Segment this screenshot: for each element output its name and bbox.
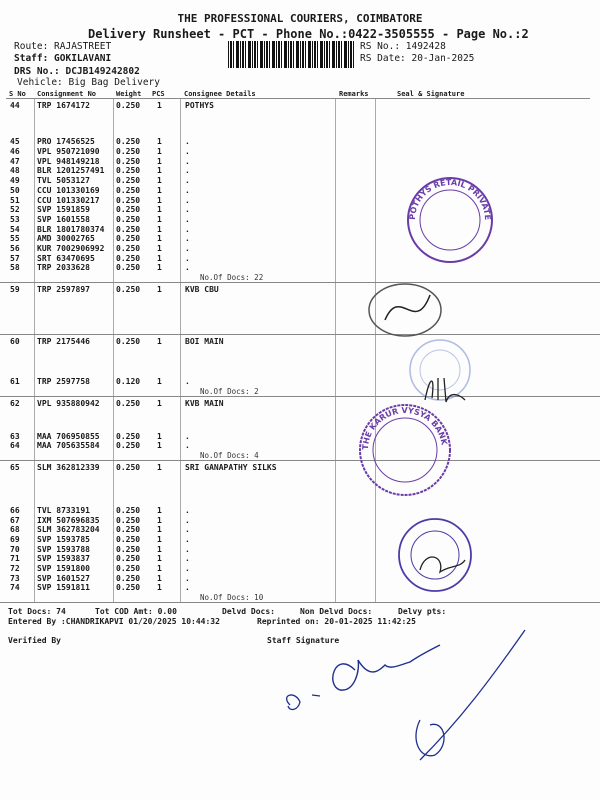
docs-count-row — [0, 387, 600, 396]
docs-count: No.Of Docs: 10 — [200, 593, 264, 602]
tot-cod: Tot COD Amt: 0.00 — [95, 607, 177, 616]
consignment-number: VPL 935880942 — [37, 399, 100, 408]
col-consignee: Consignee Details — [184, 90, 256, 98]
consignment-number: SRT 63470695 — [37, 253, 95, 263]
verified-by: Verified By — [8, 636, 61, 645]
pieces: 1 — [157, 224, 162, 234]
consignment-number: SVP 1593837 — [37, 554, 90, 564]
consignment-number: TRP 1674172 — [37, 101, 90, 110]
weight: 0.250 — [116, 166, 141, 176]
consignment-number: SVP 1591811 — [37, 583, 90, 593]
serial-number: 44 — [10, 101, 20, 110]
col-consignment: Consignment No — [37, 90, 97, 98]
table-row — [0, 377, 600, 387]
weight: 0.250 — [116, 185, 141, 195]
docs-count-row — [0, 593, 600, 602]
pieces: 1 — [157, 156, 162, 166]
table-row — [0, 554, 600, 564]
consignment-number: IXM 507696835 — [37, 515, 100, 525]
pothys-stamp — [395, 165, 505, 275]
pieces: 1 — [157, 505, 162, 515]
consignment-number: TRP 2597897 — [37, 285, 90, 294]
weight: 0.250 — [116, 156, 141, 166]
table-row — [0, 166, 600, 176]
table-row — [0, 583, 600, 593]
weight: 0.250 — [116, 463, 141, 472]
consignee-placeholder: . — [185, 441, 190, 451]
pieces: 1 — [157, 243, 162, 253]
serial-number: 73 — [10, 573, 20, 583]
staff-signature-label: Staff Signature — [267, 636, 340, 645]
weight: 0.250 — [116, 176, 141, 186]
consignee-group — [0, 283, 600, 335]
consignee-placeholder: . — [185, 176, 190, 186]
table-row — [0, 186, 600, 196]
consignee-placeholder: . — [185, 263, 190, 273]
col-remarks: Remarks — [339, 90, 369, 98]
weight: 0.250 — [116, 399, 141, 408]
weight: 0.250 — [116, 224, 141, 234]
table-row — [0, 441, 600, 451]
weight: 0.120 — [116, 377, 141, 387]
rs-date: RS Date: 20-Jan-2025 — [360, 53, 475, 64]
consignee-group — [0, 99, 600, 283]
docs-count: No.Of Docs: 2 — [200, 387, 259, 396]
consignee-placeholder: . — [185, 234, 190, 244]
delvd-docs: Delvd Docs: — [222, 607, 275, 616]
consignee-name: SRI GANAPATHY SILKS — [185, 463, 277, 472]
delvy-pts: Delvy pts: — [398, 607, 447, 616]
pieces: 1 — [157, 263, 162, 273]
group-sub-rows — [0, 506, 600, 602]
non-delvd-docs: Non Delvd Docs: — [300, 607, 373, 616]
serial-number: 62 — [10, 399, 20, 408]
weight: 0.250 — [116, 195, 141, 205]
consignee-placeholder: . — [185, 505, 190, 515]
consignee-placeholder: . — [185, 243, 190, 253]
docs-count-row — [0, 451, 600, 460]
pieces: 1 — [157, 176, 162, 186]
pieces: 1 — [157, 166, 162, 176]
consignment-number: SVP 1591859 — [37, 205, 90, 215]
consignment-number: SVP 1591800 — [37, 563, 90, 573]
serial-number: 58 — [10, 263, 20, 273]
pieces: 1 — [157, 563, 162, 573]
group-sub-rows — [0, 432, 600, 460]
consignment-number: CCU 101330169 — [37, 185, 100, 195]
consignee-placeholder: . — [185, 147, 190, 157]
consignment-number: KUR 7002906992 — [37, 243, 105, 253]
serial-number: 46 — [10, 147, 20, 157]
table-row — [0, 225, 600, 235]
col-pcs: PCS — [152, 90, 165, 98]
consignee-placeholder: . — [185, 554, 190, 564]
serial-number: 74 — [10, 583, 20, 593]
consignee-placeholder: . — [185, 253, 190, 263]
consignee-placeholder: . — [185, 137, 190, 147]
pieces: 1 — [157, 195, 162, 205]
pieces: 1 — [157, 441, 162, 451]
serial-number: 48 — [10, 166, 20, 176]
kvb-stamp-text: THE KARUR VYSYA BANK — [360, 405, 449, 451]
consignment-number: VPL 950721090 — [37, 147, 100, 157]
consignment-number: TRP 2033628 — [37, 263, 90, 273]
consignment-number: TVL 5053127 — [37, 176, 90, 186]
pieces: 1 — [157, 583, 162, 593]
table-row — [0, 147, 600, 157]
consignee-name: KVB CBU — [185, 285, 219, 294]
pieces: 1 — [157, 399, 162, 408]
consignment-number: PRO 17456525 — [37, 137, 95, 147]
serial-number: 51 — [10, 195, 20, 205]
serial-number: 57 — [10, 253, 20, 263]
consignee-placeholder: . — [185, 185, 190, 195]
consignee-placeholder: . — [185, 573, 190, 583]
consignment-number: SVP 1601558 — [37, 214, 90, 224]
group-sub-rows — [0, 377, 600, 396]
pieces: 1 — [157, 544, 162, 554]
serial-number: 60 — [10, 337, 20, 346]
consignee-placeholder: . — [185, 563, 190, 573]
table-row — [0, 337, 600, 347]
consignment-number: CCU 101330217 — [37, 195, 100, 205]
serial-number: 54 — [10, 224, 20, 234]
consignee-name: POTHYS — [185, 101, 214, 110]
table-row — [0, 244, 600, 254]
pieces: 1 — [157, 205, 162, 215]
consignee-placeholder: . — [185, 195, 190, 205]
consignment-number: MAA 706950855 — [37, 431, 100, 441]
pieces: 1 — [157, 137, 162, 147]
table-row — [0, 196, 600, 206]
consignee-placeholder: . — [185, 205, 190, 215]
serial-number: 55 — [10, 234, 20, 244]
pieces: 1 — [157, 463, 162, 472]
table-row — [0, 432, 600, 442]
table-row — [0, 157, 600, 167]
pieces: 1 — [157, 431, 162, 441]
table-row — [0, 137, 600, 147]
consignee-placeholder: . — [185, 534, 190, 544]
pieces: 1 — [157, 253, 162, 263]
serial-number: 49 — [10, 176, 20, 186]
serial-number: 53 — [10, 214, 20, 224]
consignment-number: TVL 8733191 — [37, 505, 90, 515]
weight: 0.250 — [116, 137, 141, 147]
col-sno: S No — [9, 90, 26, 98]
barcode — [228, 41, 354, 68]
weight: 0.250 — [116, 234, 141, 244]
drs-number: DRS No.: DCJB149242802 — [14, 66, 140, 77]
runsheet-title: Delivery Runsheet - PCT - Phone No.:0422-3505555 - Page No.:2 — [88, 27, 529, 41]
weight: 0.250 — [116, 515, 141, 525]
weight: 0.250 — [116, 544, 141, 554]
table-row — [0, 535, 600, 545]
consignee-placeholder: . — [185, 214, 190, 224]
weight: 0.250 — [116, 147, 141, 157]
consignee-placeholder: . — [185, 166, 190, 176]
consignment-number: BLR 1801780374 — [37, 224, 105, 234]
table-row — [0, 205, 600, 215]
table-row — [0, 215, 600, 225]
serial-number: 63 — [10, 431, 20, 441]
table-row — [0, 574, 600, 584]
serial-number: 66 — [10, 505, 20, 515]
entered-by: Entered By :CHANDRIKAPVI 01/20/2025 10:44:32 — [8, 617, 220, 626]
consignment-number: VPL 948149218 — [37, 156, 100, 166]
table-row — [0, 176, 600, 186]
staff: Staff: GOKILAVANI — [14, 53, 112, 64]
silks-stamp — [390, 510, 480, 600]
serial-number: 71 — [10, 554, 20, 564]
consignment-number: MAA 705635584 — [37, 441, 100, 451]
route: Route: RAJASTREET — [14, 41, 112, 52]
consignee-placeholder: . — [185, 525, 190, 535]
table-row — [0, 285, 600, 295]
consignee-placeholder: . — [185, 544, 190, 554]
weight: 0.250 — [116, 243, 141, 253]
pieces: 1 — [157, 377, 162, 387]
kvb-stamp — [350, 395, 460, 505]
docs-count: No.Of Docs: 4 — [200, 451, 259, 460]
serial-number: 68 — [10, 525, 20, 535]
weight: 0.250 — [116, 214, 141, 224]
weight: 0.250 — [116, 285, 141, 294]
serial-number: 45 — [10, 137, 20, 147]
pieces: 1 — [157, 525, 162, 535]
docs-count-row — [0, 273, 600, 282]
weight: 0.250 — [116, 263, 141, 273]
consignment-number: SLM 362783204 — [37, 525, 100, 535]
weight: 0.250 — [116, 573, 141, 583]
table-row — [0, 516, 600, 526]
consignee-group — [0, 461, 600, 603]
consignee-placeholder: . — [185, 583, 190, 593]
consignee-placeholder: . — [185, 431, 190, 441]
pieces: 1 — [157, 234, 162, 244]
weight: 0.250 — [116, 534, 141, 544]
weight: 0.250 — [116, 101, 141, 110]
pieces: 1 — [157, 147, 162, 157]
pothys-stamp-text: POTHYS RETAIL PRIVATE — [407, 177, 493, 221]
table-row — [0, 525, 600, 535]
col-weight: Weight — [116, 90, 142, 98]
company-name: THE PROFESSIONAL COURIERS, COIMBATORE — [177, 12, 423, 25]
pieces: 1 — [157, 285, 162, 294]
consignment-number: SVP 1593785 — [37, 534, 90, 544]
tot-docs: Tot Docs: 74 — [8, 607, 66, 616]
consignment-number: SVP 1601527 — [37, 573, 90, 583]
pieces: 1 — [157, 515, 162, 525]
pieces: 1 — [157, 554, 162, 564]
consignment-groups — [0, 99, 600, 603]
serial-number: 50 — [10, 185, 20, 195]
weight: 0.250 — [116, 525, 141, 535]
serial-number: 67 — [10, 515, 20, 525]
pieces: 1 — [157, 214, 162, 224]
table-row — [0, 506, 600, 516]
table-row — [0, 545, 600, 555]
table-row — [0, 234, 600, 244]
serial-number: 70 — [10, 544, 20, 554]
group-sub-rows — [0, 137, 600, 282]
consignment-number: SLM 362812339 — [37, 463, 100, 472]
weight: 0.250 — [116, 505, 141, 515]
table-row — [0, 254, 600, 264]
rs-number: RS No.: 1492428 — [360, 41, 446, 52]
serial-number: 47 — [10, 156, 20, 166]
consignee-name: KVB MAIN — [185, 399, 224, 408]
reprinted-on: Reprinted on: 20-01-2025 11:42:25 — [257, 617, 416, 626]
pieces: 1 — [157, 185, 162, 195]
weight: 0.250 — [116, 431, 141, 441]
serial-number: 61 — [10, 377, 20, 387]
serial-number: 59 — [10, 285, 20, 294]
table-row — [0, 399, 600, 409]
docs-count: No.Of Docs: 22 — [200, 273, 264, 282]
serial-number: 56 — [10, 243, 20, 253]
weight: 0.250 — [116, 253, 141, 263]
serial-number: 64 — [10, 441, 20, 451]
table-row — [0, 101, 600, 111]
consignment-number: BLR 1201257491 — [37, 166, 105, 176]
col-seal: Seal & Signature — [397, 90, 465, 98]
weight: 0.250 — [116, 554, 141, 564]
consignee-placeholder: . — [185, 377, 190, 387]
serial-number: 69 — [10, 534, 20, 544]
consignment-number: SVP 1593788 — [37, 544, 90, 554]
consignee-group — [0, 397, 600, 461]
pieces: 1 — [157, 337, 162, 346]
serial-number: 72 — [10, 563, 20, 573]
consignee-group — [0, 335, 600, 397]
pieces: 1 — [157, 101, 162, 110]
weight: 0.250 — [116, 583, 141, 593]
table-row — [0, 263, 600, 273]
consignee-placeholder: . — [185, 224, 190, 234]
pieces: 1 — [157, 573, 162, 583]
consignee-placeholder: . — [185, 515, 190, 525]
consignment-number: TRP 2597758 — [37, 377, 90, 387]
consignee-placeholder: . — [185, 156, 190, 166]
consignee-name: BOI MAIN — [185, 337, 224, 346]
staff-signature — [270, 610, 600, 770]
pieces: 1 — [157, 534, 162, 544]
weight: 0.250 — [116, 337, 141, 346]
weight: 0.250 — [116, 563, 141, 573]
consignment-number: TRP 2175446 — [37, 337, 90, 346]
weight: 0.250 — [116, 205, 141, 215]
weight: 0.250 — [116, 441, 141, 451]
serial-number: 52 — [10, 205, 20, 215]
table-row — [0, 463, 600, 473]
consignment-number: AMD 30002765 — [37, 234, 95, 244]
vehicle: Vehicle: Big Bag Delivery — [17, 77, 160, 88]
serial-number: 65 — [10, 463, 20, 472]
table-row — [0, 564, 600, 574]
